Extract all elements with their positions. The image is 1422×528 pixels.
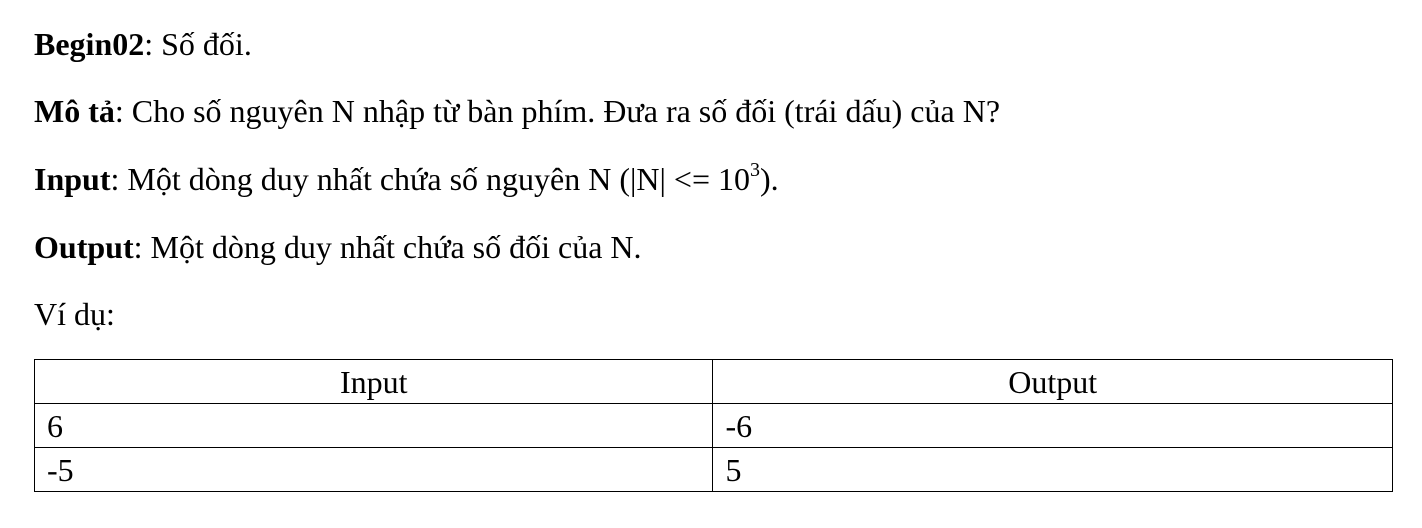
description-label: Mô tả — [34, 93, 115, 129]
table-cell-input: 6 — [35, 404, 713, 448]
example-table — [34, 359, 1393, 492]
problem-title: : Số đối. — [144, 26, 252, 62]
output-label: Output — [34, 229, 134, 265]
input-exponent: 3 — [750, 159, 761, 182]
output-text: : Một dòng duy nhất chứa số đối của N. — [133, 229, 642, 265]
table-header-row — [35, 360, 1393, 404]
input-label: Input — [34, 161, 111, 197]
table-cell-output: -6 — [713, 404, 1393, 448]
table-row — [35, 448, 1393, 492]
example-label: Ví dụ: — [34, 296, 115, 332]
table-cell-output: 5 — [713, 448, 1393, 492]
table-row — [35, 404, 1393, 448]
output-spec-line — [34, 227, 642, 267]
input-text: : Một dòng duy nhất chứa số nguyên N (|N| <= 10 — [110, 161, 751, 197]
problem-title-line — [34, 24, 252, 64]
description-line — [34, 91, 1000, 131]
input-spec-line — [34, 159, 779, 199]
header-output: Output — [713, 360, 1393, 404]
table-cell-input: -5 — [35, 448, 713, 492]
header-input: Input — [35, 360, 713, 404]
input-text-end: ). — [760, 161, 779, 197]
description-text: : Cho số nguyên N nhập từ bàn phím. Đưa ra số đối (trái dấu) của N? — [114, 93, 1001, 129]
problem-id: Begin02 — [34, 26, 145, 62]
